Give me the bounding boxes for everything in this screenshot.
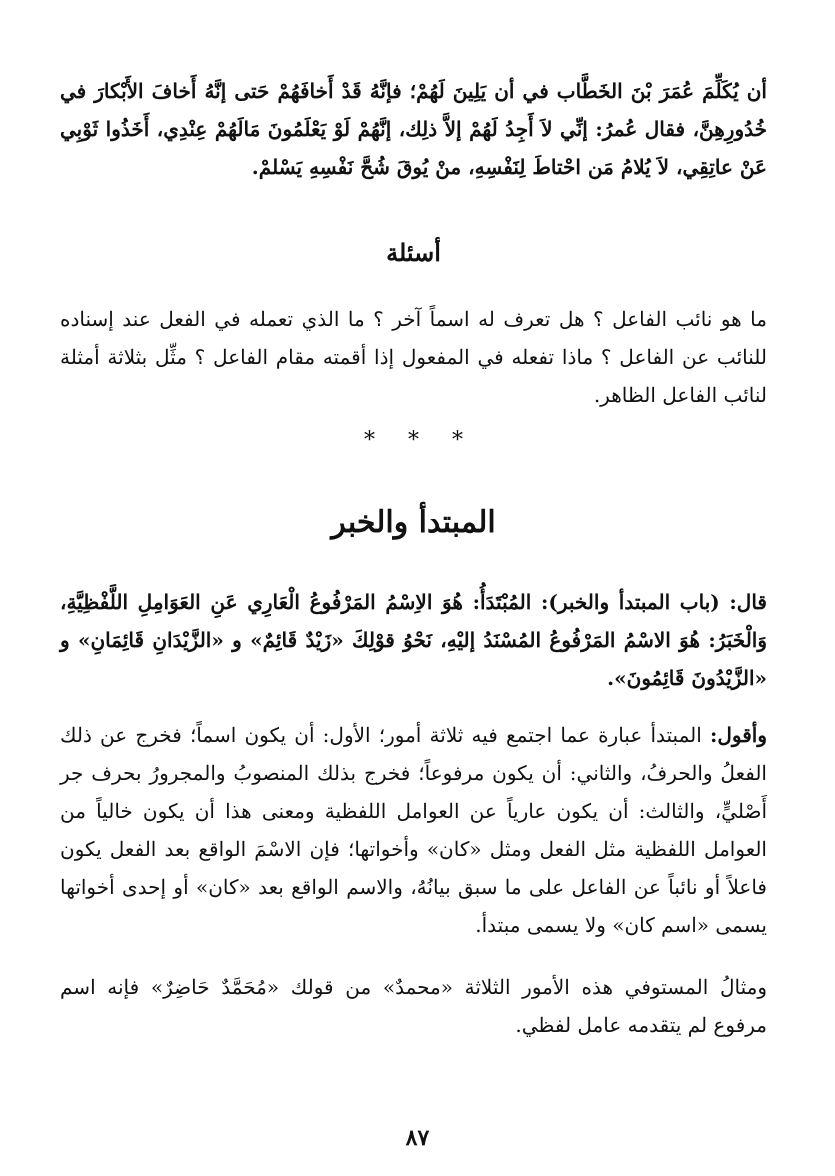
- quote-paragraph: قال: (باب المبتدأ والخبر): المُبْتَدَأُ: هُوَ الاِسْمُ المَرْفُوعُ الْعَارِي عَنِ العَوَامِلِ اللَّفْظِيَّةِ، وَالْخَبَرُ: هُوَ الاسْمُ المَرْفُوعُ المُسْنَدُ إليْهِ، نَحْوُ قوْلِكَ «زَيْدٌ قَائِمٌ» و «الزَّيْدَانِ قَائِمَانِ» و «الزَّيْدُونَ قَائِمُونَ».: [60, 590, 767, 690]
- questions-block: [60, 300, 767, 414]
- explanation-lead: وأقول:: [709, 723, 767, 747]
- top-paragraph-block: [60, 72, 767, 186]
- top-paragraph: أن يُكَلِّمَ عُمَرَ بْنَ الخَطَّاب في أن يَلِينَ لَهُمْ؛ فإنَّهُ قَدْ أَخافَهُمْ حَتى إنَّهُ أَخافَ الأَبْكارَ في خُدُورِهِنَّ، فقال عُمرُ: إنِّي لاَ أَجِدُ لَهُمْ إلاَّ ذلِك، إنَّهُمْ لَوْ يَعْلَمُونَ مَالَهُمْ عِنْدِي، أَخَذُوا ثَوْبِي عَنْ عاتِقِي، لاَ يُلامُ مَن احْتاطَ لِنَفْسِهِ، منْ يُوقَ شُحَّ نَفْسِهِ يَسْلمْ.: [60, 79, 767, 179]
- example-block: [60, 968, 767, 1044]
- section-title: المبتدأ والخبر: [331, 505, 496, 540]
- questions-text: ما هو نائب الفاعل ؟ هل تعرف له اسماً آخر ؟ ما الذي تعمله في الفعل عند إسناده للنائب عن الفاعل ؟ ماذا تفعله في المفعول إذا أقمته مقام الفاعل ؟ مثِّل بثلاثة أمثلة لنائب الفاعل الظاهر.: [60, 307, 767, 407]
- example-paragraph: ومثالُ المستوفي هذه الأمور الثلاثة «محمدٌ» من قولك «مُحَمَّدٌ حَاضِرٌ» فإنه اسم مرفوع لم يتقدمه عامل لفظي.: [60, 975, 767, 1037]
- section-separator: * * *: [364, 428, 463, 453]
- quote-block: [60, 583, 767, 697]
- page-number: ٨٧: [405, 1125, 430, 1151]
- explanation-text: المبتدأ عبارة عما اجتمع فيه ثلاثة أمور؛ الأول: أن يكون اسماً؛ فخرج عن ذلك الفعلُ والحرفُ، والثاني: أن يكون مرفوعاً؛ فخرج بذلك المنصوبُ والمجرورُ بحرف جر أَصْليٍّ، والثالث: أن يكون عارياً عن العوامل اللفظية ومعنى هذا أن يكون خالياً من العوامل اللفظية مثل الفعل ومثل «كان» وأخواتها؛ فإن الاسْمَ الواقع بعد الفعل يكون فاعلاً أو نائباً عن الفاعل على ما سبق بيانُهُ، والاسم الواقع بعد «كان» أو إحدى أخواتها يسمى «اسم كان» ولا يسمى مبتدأ.: [60, 723, 767, 937]
- explanation-paragraph: [60, 716, 767, 944]
- explanation-block: [60, 716, 767, 944]
- questions-heading: أسئلة: [386, 238, 441, 267]
